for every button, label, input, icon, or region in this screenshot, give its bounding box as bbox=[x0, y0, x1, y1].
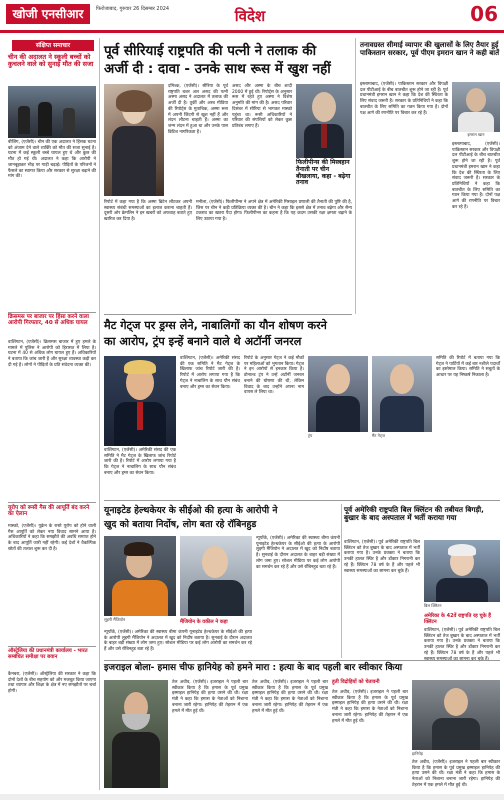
israel-sub-headline: हुती विद्रोहियों को चेतावनी bbox=[332, 679, 380, 685]
gaetz-photo bbox=[308, 356, 368, 432]
israel-caption: हानियेह bbox=[412, 751, 423, 756]
haniyeh-photo bbox=[104, 680, 168, 788]
clinton-body: वाशिंगटन, (एजेंसी)। पूर्व अमेरिकी राष्ट्रपति बिल क्लिंटन को तेज बुखार के बाद अस्पताल में भर्ती कराया गया है। उनके प्रवक्ता ने बताया कि उनकी हालत स्थिर है और डॉक्टर निगरानी कर रहे हैं। क्लिंटन 78 वर्ष के हैं और पहले भी स्वास्थ्य समस्याओं का सामना कर चुके हैं। bbox=[344, 540, 420, 574]
column-rule bbox=[355, 38, 356, 314]
gaetz-body-1: वाशिंगटन, (एजेंसी)। अमेरिकी संसद की एक समिति ने मैट गेट्ज के खिलाफ जांच रिपोर्ट जारी की है। रिपोर्ट में आरोप लगाया गया है कि गेट्ज ने नाबालिग के साथ यौन संबंध बनाए और ड्रग्स का सेवन किया। bbox=[180, 356, 240, 390]
ceo-photo bbox=[180, 536, 252, 616]
masthead-rule bbox=[0, 30, 504, 33]
date-line: फिरोजाबाद, गुरुवार 26 दिसम्बर 2024 bbox=[96, 6, 170, 12]
main-story-body-1: दमिश्क, (एजेंसी)। सीरिया के पूर्व राष्ट्रपति बशर अल असद की पत्नी अस्मा असद ने अदालत में तलाक की अर्जी दी है। तुर्की और अरब मीडिया की रिपोर्ट्स के मुताबिक, अस्मा रूस में अपनी जिंदगी से खुश नहीं हैं और लंदन लौटना चाहती हैं। अस्मा का जन्म लंदन में हुआ था और उनके पास ब्रिटिश नागरिकता है। bbox=[168, 84, 228, 135]
ceo-sub-headline: मैंजियोन के वकील ने कहा bbox=[180, 619, 228, 625]
ceo-headline-line1: यूनाइटेड हेल्थकेयर के सीईओ की हत्या के आरोपी ने bbox=[104, 505, 278, 516]
ceo-body: न्यूयॉर्क, (एजेंसी)। अमेरिका की स्वास्थ्य बीमा कंपनी यूनाइटेड हेल्थकेयर के सीईओ की हत्या के आरोपी लुइगी मैंजियोन ने अदालत में खुद को निर्दोष बताया है। सुनवाई के दौरान अदालत के बाहर बड़ी संख्या में लोग जमा हुए। सोशल मीडिया पर कई लोग आरोपी का समर्थन कर रहे हैं और उसे रॉबिनहुड बता रहे हैं। bbox=[256, 536, 340, 570]
left-story1-headline: चीन की अदालत ने स्कूली बच्चों को कुचलने वाले को सुनाई मौत की सजा bbox=[8, 53, 94, 69]
clinton-photo bbox=[424, 540, 500, 602]
left-story3-headline: यूरोप को रूसी गैस की आपूर्ति बंद करने का ऐलान bbox=[8, 505, 90, 518]
gaetz-headline-line2: का आरोप, ट्रंप इन्हें बनाने वाले थे अटॉर्नी जनरल bbox=[104, 335, 302, 348]
left-story3-body: मास्को, (एजेंसी)। यूक्रेन के रास्ते यूरोप को होने वाली गैस आपूर्ति को लेकर नया विवाद सामने आया है। अधिकारियों ने कहा कि समझौते की अवधि समाप्त होने के बाद आपूर्ति जारी नहीं रहेगी। कई देशों ने वैकल्पिक स्रोतों की तलाश शुरू कर दी है। bbox=[8, 524, 96, 552]
right-story-body: इस्लामाबाद, (एजेंसी)। पाकिस्तान सरकार और विपक्षी दल पीटीआई के बीच बातचीत शुरू होने जा रही है। पूर्व प्रधानमंत्री इमरान खान ने कहा कि देश की स्थिरता के लिए संवाद जरूरी है। सरकार के प्रतिनिधियों ने कहा कि बातचीत के लिए समिति का गठन किया गया है। दोनों पक्ष आगे की रणनीति पर विचार कर रहे हैं। bbox=[360, 82, 448, 116]
divider bbox=[8, 646, 96, 647]
ceo-body-cont: न्यूयॉर्क, (एजेंसी)। अमेरिका की स्वास्थ्य बीमा कंपनी यूनाइटेड हेल्थकेयर के सीईओ की हत्या के आरोपी लुइगी मैंजियोन ने अदालत में खुद को निर्दोष बताया है। सुनवाई के दौरान अदालत के बाहर बड़ी संख्या में लोग जमा हुए। सोशल मीडिया पर कई लोग आरोपी का समर्थन कर रहे हैं और उसे रॉबिनहुड बता रहे हैं। bbox=[104, 630, 252, 653]
masthead bbox=[0, 0, 504, 36]
main-headline-line2: अर्जी दी : दावा - उनके साथ रूस में खुश नहीं bbox=[104, 61, 331, 77]
newspaper-logo: खोजी एनसीआर bbox=[6, 4, 90, 24]
gaetz-body-3: समिति की रिपोर्ट में बताया गया कि गेट्ज ने पार्टियों में कई बार नशीले पदार्थों का इस्तेमाल किया। समिति ने सबूतों के आधार पर यह निष्कर्ष निकाला है। bbox=[436, 356, 500, 379]
main-story-body-3: रिपोर्ट में कहा गया है कि अस्मा ब्रिटेन लौटकर अपनी स्वास्थ्य संबंधी समस्याओं का इलाज कराना चाहती हैं। दूसरी ओर क्रेमलिन ने इन खबरों को अफवाह बताते हुए खारिज कर दिया है। bbox=[104, 200, 192, 223]
left-story2-body: वाशिंगटन, (एजेंसी)। क्रिसमस बाजार में हुए हमले के मामले में पुलिस ने आरोपी को हिरासत में लिया है। घटना में 40 से अधिक लोग घायल हुए हैं। अधिकारियों ने बताया कि जांच जारी है और सुरक्षा व्यवस्था कड़ी कर दी गई है। लोगों ने पीड़ितों के प्रति संवेदना व्यक्त की। bbox=[8, 340, 96, 368]
israel-body-3: तेल अवीव, (एजेंसी)। इजराइल ने पहली बार स्वीकार किया है कि हमास के पूर्व प्रमुख इस्माइल हानियेह की हत्या उसने की थी। रक्षा मंत्री ने कहा कि हमास के नेताओं को निशाना बनाना जारी रहेगा। हानियेह की तेहरान में एक हमले में मौत हुई थी। bbox=[332, 690, 408, 724]
clinton-caption: बिल क्लिंटन bbox=[424, 603, 442, 608]
ceo-headline-line2: खुद को बताया निर्दोष, लोग बता रहे रॉबिनहुड bbox=[104, 519, 257, 530]
left-story1-photo bbox=[8, 86, 96, 138]
column-rule bbox=[99, 38, 100, 790]
mangione-photo bbox=[104, 536, 176, 616]
israel-body-1: तेल अवीव, (एजेंसी)। इजराइल ने पहली बार स्वीकार किया है कि हमास के पूर्व प्रमुख इस्माइल हानियेह की हत्या उसने की थी। रक्षा मंत्री ने कहा कि हमास के नेताओं को निशाना बनाना जारी रहेगा। हानियेह की तेहरान में एक हमले में मौत हुई थी। bbox=[172, 680, 248, 714]
divider bbox=[8, 502, 96, 503]
israel-photo bbox=[412, 680, 500, 750]
page-number: 06 bbox=[470, 2, 498, 26]
divider bbox=[8, 312, 96, 313]
mangione-caption: लुइगी मैंजियोन bbox=[104, 617, 126, 622]
right-headline: तनावग्रस्त सीमाई व्यापार की खुलासों के लिए तैयार हुई पाकिस्तान सरकार, पूर्व पीएम इमरान खान ने कही बातें bbox=[360, 41, 500, 57]
left-story4-body: कैनबरा, (एजेंसी)। ऑस्ट्रेलिया की सरकार ने कहा कि दोनों देशों के बीच सहयोग को और मजबूत किया जाएगा तथा व्यापार और शिक्षा के क्षेत्र में नए समझौतों पर चर्चा होगी। bbox=[8, 672, 96, 695]
column-rule bbox=[341, 504, 342, 658]
right-story-body-cont: इस्लामाबाद, (एजेंसी)। पाकिस्तान सरकार और विपक्षी दल पीटीआई के बीच बातचीत शुरू होने जा रही है। पूर्व प्रधानमंत्री इमरान खान ने कहा कि देश की स्थिरता के लिए संवाद जरूरी है। सरकार के प्रतिनिधियों ने कहा कि बातचीत के लिए समिति का गठन किया गया है। दोनों पक्ष आगे की रणनीति पर विचार कर रहे हैं। bbox=[452, 142, 500, 210]
clinton-headline: पूर्व अमेरिकी राष्ट्रपति बिल क्लिंटन की तबीयत बिगड़ी, बुखार के बाद अस्पताल में भर्ती कराया गया bbox=[344, 505, 484, 522]
clinton-body-cont: वाशिंगटन, (एजेंसी)। पूर्व अमेरिकी राष्ट्रपति बिल क्लिंटन को तेज बुखार के बाद अस्पताल में भर्ती कराया गया है। उनके प्रवक्ता ने बताया कि उनकी हालत स्थिर है और डॉक्टर निगरानी कर रहे हैं। क्लिंटन 78 वर्ष के हैं और पहले भी bbox=[424, 628, 500, 656]
side-headline: फिलीपीन्स की मिस्त्रहान तैनाती पर चीन बौखलाया, कहा - बढ़ेगा तनाव bbox=[296, 159, 351, 187]
left-story1-body: बीजिंग, (एजेंसी)। चीन की एक अदालत ने हिंसक घटना को अंजाम देने वाले व्यक्ति को मौत की सजा सुनाई है। घटना में कई स्कूली बच्चे घायल हुए थे और कुछ की मौत हो गई थी। अदालत ने कहा कि आरोपी ने जानबूझकर भीड़ पर गाड़ी चढ़ाई। पीड़ितों के परिजनों ने फैसले का स्वागत किया और सरकार से सुरक्षा बढ़ाने की मांग की। bbox=[8, 140, 96, 180]
brief-news-tag: संक्षिप्त समाचार bbox=[12, 40, 94, 51]
gaetz-headline-line1: मैट गेट्ज पर ड्रग्स लेने, नाबालिगों का यौन शोषण करने bbox=[104, 319, 327, 332]
israel-body-2: तेल अवीव, (एजेंसी)। इजराइल ने पहली बार स्वीकार किया है कि हमास के पूर्व प्रमुख इस्माइल हानियेह की हत्या उसने की थी। रक्षा मंत्री ने कहा कि हमास के नेताओं को निशाना बनाना जारी रहेगा। हानियेह की तेहरान में एक हमले में मौत हुई थी। bbox=[252, 680, 328, 714]
clinton-sub-headline: अमेरिका के 42वें राष्ट्रपति रह चुके हैं क्लिंटन bbox=[424, 613, 491, 625]
main-story-body-4: मनीला, (एजेंसी)। फिलीपीन्स ने अपने क्षेत्र में अमेरिकी मिसाइल प्रणाली की तैनाती की पुष्टि की है, जिस पर चीन ने कड़ी प्रतिक्रिया व्यक्त की है। चीन ने कहा कि इससे क्षेत्र में तनाव बढ़ेगा और सैन्य टकराव का खतरा पैदा होगा। फिलीपीन्स का कहना है कि यह कदम उसकी रक्षा क्षमता बढ़ाने के लिए उठाया गया है। bbox=[196, 200, 352, 223]
gaetz-caption-2: मैट गेट्ज bbox=[372, 433, 385, 438]
gaetz-caption-1: ट्रंप bbox=[308, 433, 313, 438]
left-story2-headline: क्रिसमस पर बाजार पर हिंसा करने वाला आरोपी गिरफ्तार, 40 से अधिक घायल bbox=[8, 314, 89, 327]
gaetz-photo-2 bbox=[372, 356, 432, 432]
page-bottom-bar bbox=[0, 794, 504, 800]
section-title: विदेश bbox=[234, 7, 266, 25]
gaetz-body-cont: वाशिंगटन, (एजेंसी)। अमेरिकी संसद की एक समिति ने मैट गेट्ज के खिलाफ जांच रिपोर्ट जारी की है। रिपोर्ट में आरोप लगाया गया है कि गेट्ज ने नाबालिग के साथ यौन संबंध बनाए और ड्रग्स का सेवन किया। bbox=[104, 448, 176, 476]
divider bbox=[104, 314, 352, 315]
imran-khan-photo bbox=[452, 82, 500, 132]
left-story4-headline: ऑस्ट्रेलिया की प्रधानमंत्री कार्यालय - भारत सम्बंधित समीक्षा पर बयान bbox=[8, 648, 88, 660]
israel-body-cont: तेल अवीव, (एजेंसी)। इजराइल ने पहली बार स्वीकार किया है कि हमास के पूर्व प्रमुख इस्माइल हानियेह की हत्या उसने की थी। रक्षा मंत्री ने कहा कि हमास के नेताओं को निशाना बनाना जारी रहेगा। हानियेह की तेहरान में एक हमले में मौत हुई थी। bbox=[412, 760, 500, 788]
bashar-assad-photo bbox=[296, 84, 352, 158]
asma-assad-photo bbox=[104, 84, 164, 196]
divider bbox=[104, 660, 500, 661]
trump-photo bbox=[104, 356, 176, 446]
divider bbox=[104, 500, 500, 501]
main-story-body-2: असद और अस्मा के बीच शादी 2000 में हुई थी। रिपोर्ट्स के अनुसार रूस में रहते हुए अस्मा ने विशेष अनुमति की मांग की है। असद परिवार दिसंबर में सीरिया से भागकर मास्को पहुंचा था। रूसी अधिकारियों ने परिवार की संपत्तियों को लेकर कुछ प्रतिबंध लगाए हैं। bbox=[232, 84, 292, 129]
imran-khan-caption: इमरान खान bbox=[467, 132, 485, 137]
gaetz-body-2: रिपोर्ट के अनुसार गेट्ज ने कई मौकों पर महिलाओं को भुगतान किया। गेट्ज ने इन आरोपों से इनकार किया है। डोनाल्ड ट्रंप ने उन्हें अटॉर्नी जनरल बनाने की घोषणा की थी, लेकिन विवाद के बाद उन्होंने अपना नाम वापस ले लिया था। bbox=[244, 356, 304, 396]
israel-headline: इजराइल बोला- हमास चीफ हानियेह को हमने मारा : हत्या के बाद पहली बार स्वीकार किया bbox=[104, 663, 403, 673]
main-headline-line1: पूर्व सीरियाई राष्ट्रपति की पत्नी ने तलाक की bbox=[104, 43, 317, 59]
